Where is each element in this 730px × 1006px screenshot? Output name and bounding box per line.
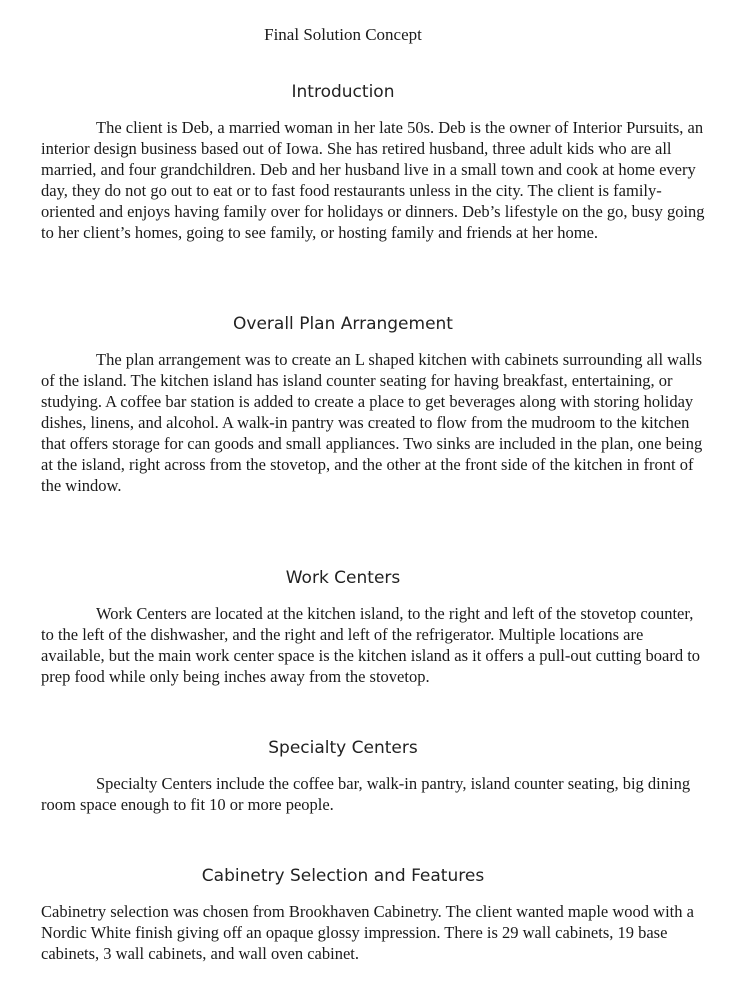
section-heading-overall-plan: Overall Plan Arrangement: [233, 314, 453, 334]
section-body-specialty-centers: Specialty Centers include the coffee bar, walk-in pantry, island counter seating, big dining room space enough to fit 10 or more people.: [41, 774, 691, 814]
section-body-cabinetry: Cabinetry selection was chosen from Brookhaven Cabinetry. The client wanted maple wood with a Nordic White finish giving off an opaque glossy impression. There is 29 wall cabinets, 19 base cabinets, 3 wall cabinets, and wall oven cabinet.: [41, 902, 694, 963]
section-body-overall-plan: The plan arrangement was to create an L shaped kitchen with cabinets surrounding all walls of the island. The kitchen island has island counter seating for having breakfast, entertaining, or studying. A coffee bar station is added to create a place to get beverages along with storing holiday dishes, linens, and alcohol. A walk-in pantry was created to flow from the mudroom to the kitchen that offers storage for can goods and small appliances. Two sinks are included in the plan, one being at the island, right across from the stovetop, and the other at the front side of the kitchen in front of the window.: [41, 350, 703, 495]
section-heading-cabinetry: Cabinetry Selection and Features: [201, 866, 485, 886]
section-heading-introduction: Introduction: [291, 82, 395, 102]
section-body-introduction: The client is Deb, a married woman in her late 50s. Deb is the owner of Interior Pursuits, an interior design business based out of Iowa. She has retired husband, three adult kids who are all married, and four grandchildren. Deb and her husband live in a small town and cook at home every day, they do not go out to eat or to fast food restaurants unless in the city. The client is family-oriented and enjoys having family over for holidays or dinners. Deb’s lifestyle on the go, busy going to her client’s homes, going to see family, or hosting family and friends at her home.: [41, 118, 705, 242]
document-title: Final Solution Concept: [264, 25, 422, 44]
section-body-work-centers: Work Centers are located at the kitchen island, to the right and left of the stovetop counter, to the left of the dishwasher, and the right and left of the refrigerator. Multiple locations are available, but the main work center space is the kitchen island as it offers a pull-out cutting board to prep food while only being inches away from the stovetop.: [41, 604, 701, 686]
section-heading-specialty-centers: Specialty Centers: [268, 738, 418, 758]
section-heading-work-centers: Work Centers: [285, 568, 401, 588]
